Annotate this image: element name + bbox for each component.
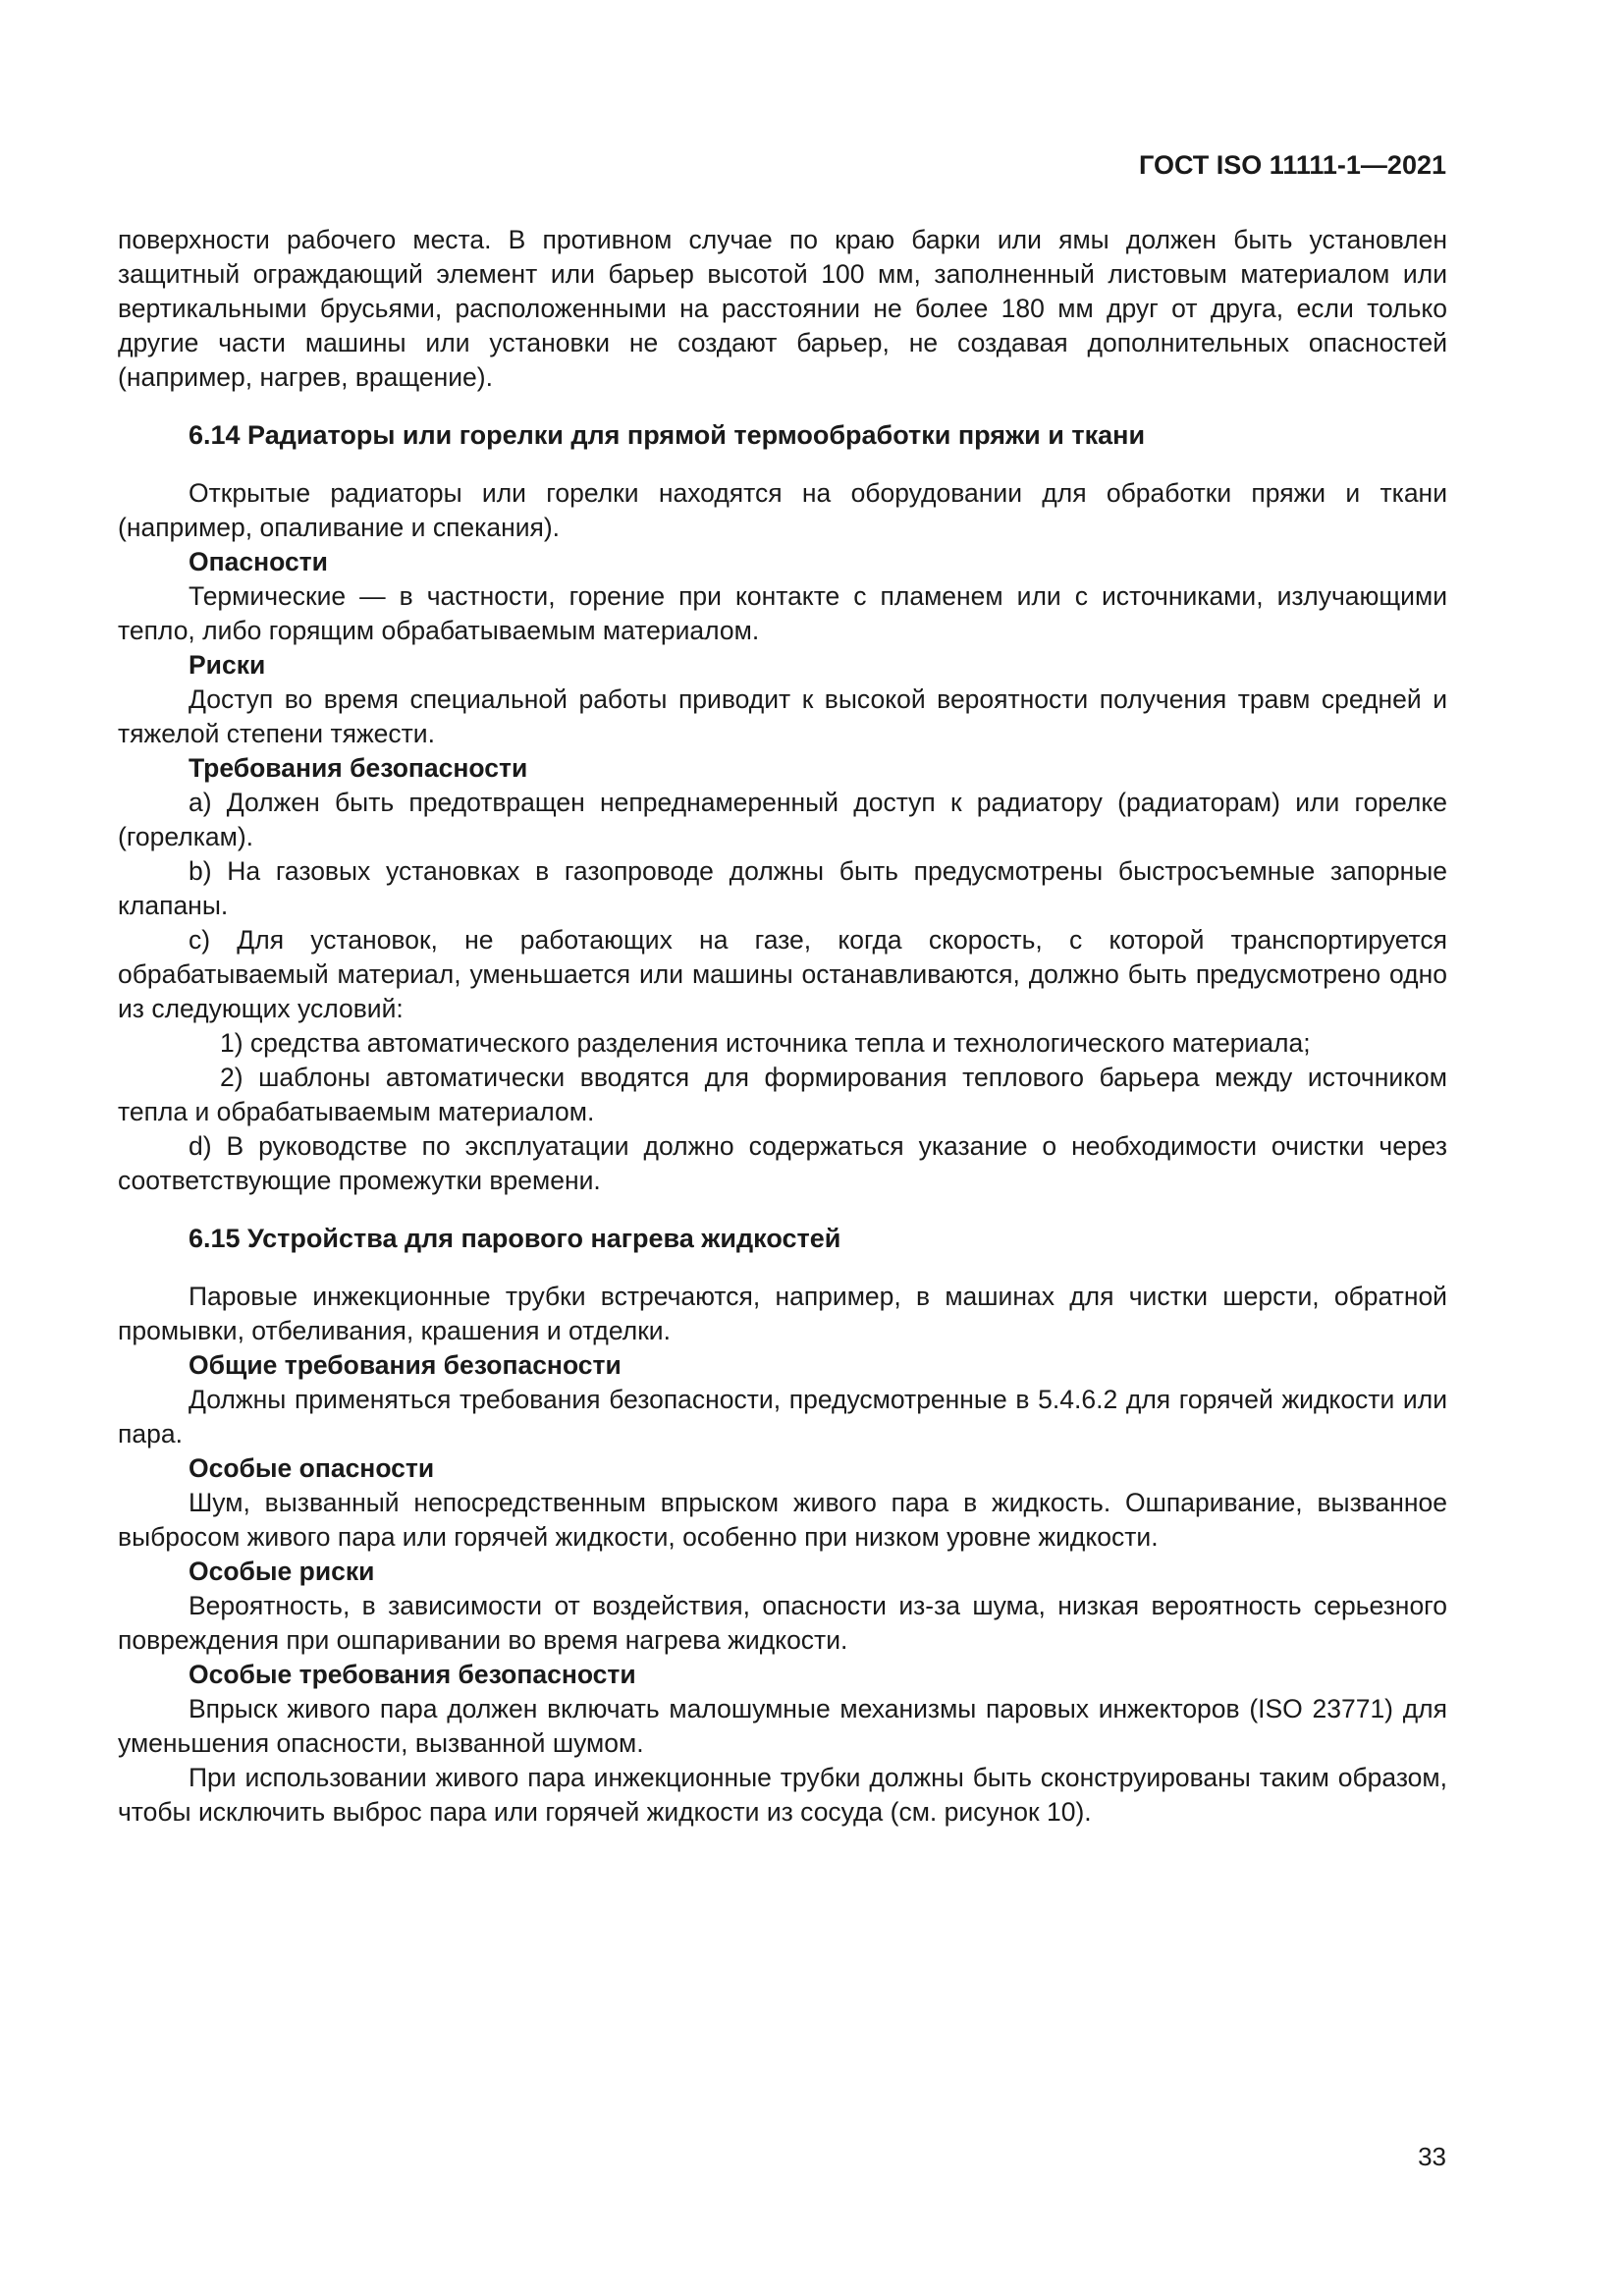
section-6-15-paragraph: Паровые инжекционные трубки встречаются, например, в машинах для чистки шерсти, обратной промывки, отбеливания, крашения и отделки.: [118, 1282, 1447, 1345]
requirement-d: d) В руководстве по эксплуатации должно содержаться указание о необходимости очистки через соответствующие промежутки времени.: [118, 1131, 1447, 1195]
page-number: 33: [1418, 2142, 1446, 2171]
special-requirements-paragraph-1: Впрыск живого пара должен включать малошумные механизмы паровых инжекторов (ISO 23771) для уменьшения опасности, вызванной шумом.: [118, 1694, 1447, 1758]
section-6-14-paragraph: Открытые радиаторы или горелки находятся на оборудовании для обработки пряжи и ткани (например, опаливание и спекания).: [118, 478, 1447, 542]
intro-paragraph: поверхности рабочего места. В противном случае по краю барки или ямы должен быть установлен защитный ограждающий элемент или барьер высотой 100 мм, заполненный листовым материалом или вертикальными брусьями, расположенными на расстоянии не более 180 мм друг от друга, если только другие части машины или установки не создают барьер, не создавая дополнительных опасностей (например, нагрев, вращение).: [118, 225, 1447, 392]
special-hazards-paragraph: Шум, вызванный непосредственным впрыском живого пара в жидкость. Ошпаривание, вызванное выбросом живого пара или горячей жидкости, особенно при низком уровне жидкости.: [118, 1488, 1447, 1552]
safety-requirements-subheading: Требования безопасности: [189, 753, 528, 783]
general-requirements-paragraph: Должны применяться требования безопасности, предусмотренные в 5.4.6.2 для горячей жидкости или пара.: [118, 1385, 1447, 1449]
general-requirements-subheading: Общие требования безопасности: [189, 1350, 622, 1380]
hazards-paragraph: Термические — в частности, горение при контакте с пламенем или с источниками, излучающими тепло, либо горящим обрабатываемым материалом.: [118, 581, 1447, 645]
requirement-a: a) Должен быть предотвращен непреднамеренный доступ к радиатору (радиаторам) или горелке (горелкам).: [118, 788, 1447, 851]
special-risks-paragraph: Вероятность, в зависимости от воздействия, опасности из-за шума, низкая вероятность серьезного повреждения при ошпаривании во время нагрева жидкости.: [118, 1591, 1447, 1655]
special-requirements-paragraph-2: При использовании живого пара инжекционные трубки должны быть сконструированы таким образом, чтобы исключить выброс пара или горячей жидкости из сосуда (см. рисунок 10).: [118, 1763, 1447, 1827]
document-body: [118, 223, 1447, 1830]
hazards-subheading: Опасности: [189, 547, 328, 576]
document-header: ГОСТ ISO 11111-1—2021: [1139, 150, 1446, 180]
requirement-c-1: 1) средства автоматического разделения источника тепла и технологического материала;: [220, 1028, 1311, 1058]
special-hazards-subheading: Особые опасности: [189, 1453, 435, 1483]
special-risks-subheading: Особые риски: [189, 1557, 375, 1586]
section-6-14-heading: 6.14 Радиаторы или горелки для прямой термообработки пряжи и ткани: [189, 420, 1146, 450]
risks-paragraph: Доступ во время специальной работы приводит к высокой вероятности получения травм средней и тяжелой степени тяжести.: [118, 684, 1447, 748]
risks-subheading: Риски: [189, 650, 266, 680]
requirement-b: b) На газовых установках в газопроводе должны быть предусмотрены быстросъемные запорные клапаны.: [118, 856, 1447, 920]
special-requirements-subheading: Особые требования безопасности: [189, 1660, 636, 1689]
section-6-15-heading: 6.15 Устройства для парового нагрева жидкостей: [189, 1224, 841, 1253]
requirement-c-2: 2) шаблоны автоматически вводятся для формирования теплового барьера между источником тепла и обрабатываемым материалом.: [118, 1063, 1447, 1126]
requirement-c: c) Для установок, не работающих на газе, когда скорость, с которой транспортируется обрабатываемый материал, уменьшается или машины останавливаются, должно быть предусмотрено одно из следующих условий:: [118, 925, 1447, 1023]
